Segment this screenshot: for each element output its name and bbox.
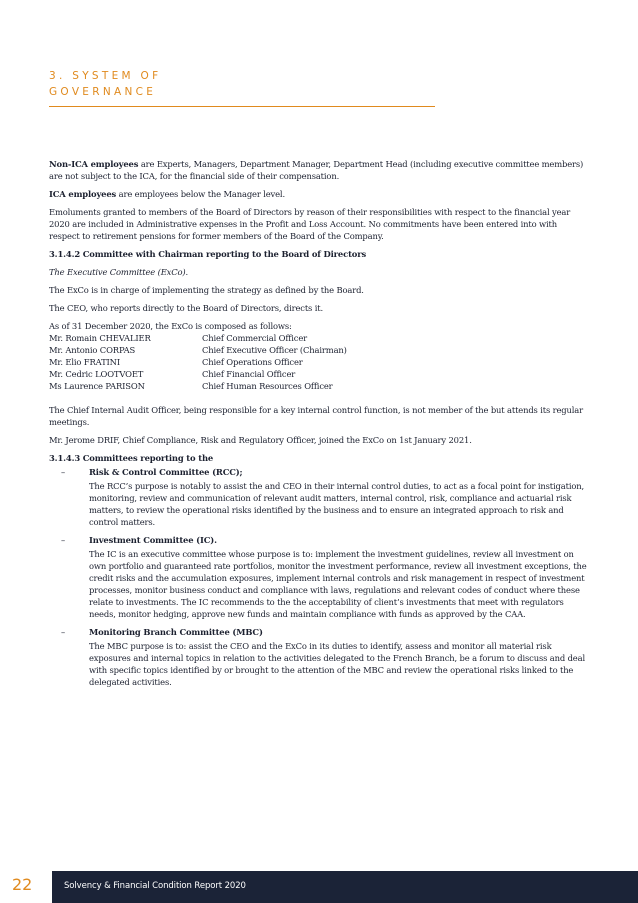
heading-3143: 3.1.4.3 Committees reporting to the [49, 453, 214, 463]
member-name: Mr. Elio FRATINI [49, 357, 120, 367]
committee-title: Risk & Control Committee (RCC); [89, 467, 243, 477]
non-ica-term: Non-ICA employees [49, 159, 139, 169]
member-name: Mr. Antonio CORPAS [49, 345, 136, 355]
report-title: Solvency & Financial Condition Report 2020 [64, 881, 246, 891]
list-dash: – [61, 627, 66, 637]
footer-bar [52, 871, 638, 903]
emoluments-paragraph: Emoluments granted to members of the Board of Directors by reason of their responsibilities with respect to the financial year 2020 are included in Administrative expenses in the Profit and Loss Account. No commitments have been entered into with respect to retirement pensions for former members of the Board of the Company. [49, 207, 571, 241]
exco-intro: As of 31 December 2020, the ExCo is composed as follows: [49, 321, 292, 331]
committee-rcc [49, 466, 589, 528]
page-number: 22 [12, 875, 33, 894]
member-name: Mr. Cedric LOOTVOET [49, 369, 144, 379]
ica-paragraph [49, 188, 589, 200]
ica-text: are employees below the Manager level. [116, 189, 285, 199]
exco-members-table [49, 332, 347, 392]
section-title-line2: GOVERNANCE [49, 86, 157, 98]
non-ica-paragraph [49, 158, 589, 182]
table-row [49, 368, 347, 380]
non-ica-text: are Experts, Managers, Department Manager, Department Head (including executive committee members) are not subject to the ICA, for the financial side of their compensation. [49, 159, 584, 181]
table-row [49, 356, 347, 368]
drif-paragraph: Mr. Jerome DRIF, Chief Compliance, Risk and Regulatory Officer, joined the ExCo on 1st January 2021. [49, 435, 472, 445]
heading-3142: 3.1.4.2 Committee with Chairman reporting to the Board of Directors [49, 249, 367, 259]
member-role: Chief Operations Officer [202, 357, 303, 367]
table-row [49, 332, 347, 344]
member-name: Ms Laurence PARISON [49, 381, 145, 391]
title-divider [49, 106, 435, 107]
member-name: Mr. Romain CHEVALIER [49, 333, 151, 343]
committee-title: Monitoring Branch Committee (MBC) [89, 627, 263, 637]
member-role: Chief Executive Officer (Chairman) [202, 345, 347, 355]
committee-mbc [49, 626, 589, 688]
member-role: Chief Commercial Officer [202, 333, 307, 343]
member-role: Chief Human Resources Officer [202, 381, 333, 391]
list-dash: – [61, 535, 66, 545]
main-content [49, 158, 589, 694]
committee-text: The IC is an executive committee whose purpose is to: implement the investment guidelines, review all investment on own portfolio and guaranteed rate portfolios, monitor the investment performance, review all investment exceptions, the credit risks and the accumulation exposures, implement internal controls and risk management in respect of investment processes, monitor business conduct and compliance with laws, regulations and relevant codes of conduct where these relate to investments. The IC recommends to the the acceptability of client’s investments that meet with regulators needs, monitor hedging, approve new funds and maintain compliance with funds as approved by the CAA. [89, 549, 587, 619]
exco-paragraph-2: The CEO, who reports directly to the Board of Directors, directs it. [49, 303, 323, 313]
committee-text: The MBC purpose is to: assist the CEO and the ExCo in its duties to identify, assess and monitor all material risk exposures and internal topics in relation to the activities delegated to the French Branch, be a forum to discuss and deal with specific topics identified by or brought to the attention of the MBC and review the operational risks linked to the delegated activities. [89, 641, 585, 687]
exco-paragraph-1: The ExCo is in charge of implementing the strategy as defined by the Board. [49, 285, 364, 295]
list-dash: – [61, 467, 66, 477]
committee-title: Investment Committee (IC). [89, 535, 217, 545]
section-title [49, 68, 161, 100]
table-row [49, 344, 347, 356]
section-title-line1: 3. SYSTEM OF [49, 70, 162, 82]
member-role: Chief Financial Officer [202, 369, 296, 379]
committee-ic [49, 534, 589, 620]
ica-term: ICA employees [49, 189, 117, 199]
table-row [49, 380, 347, 392]
committee-text: The RCC’s purpose is notably to assist the and CEO in their internal control duties, to act as a focal point for instigation, monitoring, review and communication of relevant audit matters, internal control, risk, compliance and actuarial risk matters, to review the operational risks identified by the business and to ensure an integrated approach to risk and control matters. [89, 481, 584, 527]
ciao-paragraph: The Chief Internal Audit Officer, being responsible for a key internal control function, is not member of the but attends its regular meetings. [49, 405, 583, 427]
exco-title: The Executive Committee (ExCo). [49, 267, 189, 277]
